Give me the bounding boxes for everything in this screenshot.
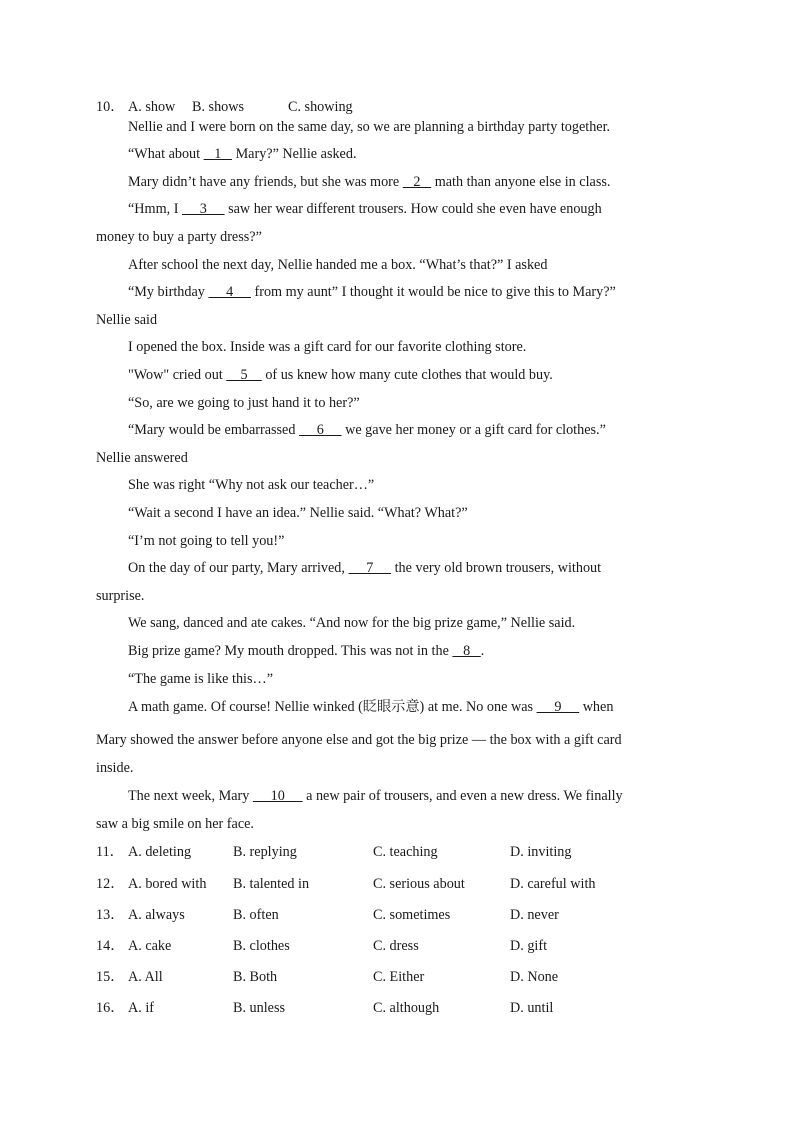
blank-5: 5: [226, 367, 262, 383]
passage-line: “What about 1 Mary?” Nellie asked.: [128, 146, 357, 162]
passage-line: “I’m not going to tell you!”: [128, 533, 285, 549]
option-c: C. showing: [288, 99, 353, 115]
question-number: 16．: [96, 1000, 125, 1016]
blank-6: 6: [298, 422, 342, 438]
question-number: 11．: [96, 844, 124, 860]
option-a: A. always: [128, 907, 185, 923]
blank-2: 2: [402, 174, 432, 190]
option-d: D. inviting: [510, 844, 572, 860]
question-number: 10．: [96, 99, 125, 115]
passage-line: Mary didn’t have any friends, but she was more 2 math than anyone else in class.: [128, 174, 611, 190]
blank-3: 3: [181, 201, 225, 217]
option-c: C. teaching: [373, 844, 438, 860]
option-a: A. if: [128, 1000, 155, 1016]
passage-line: Big prize game? My mouth dropped. This was not in the 8 .: [128, 643, 485, 659]
blank-1: 1: [203, 146, 233, 162]
question-number: 14．: [96, 938, 125, 954]
passage-line: A math game. Of course! Nellie winked (眨眼示意) at me. No one was 9 when: [128, 699, 614, 715]
option-b: B. Both: [233, 969, 278, 985]
passage-line: “Wait a second I have an idea.” Nellie said. “What? What?”: [128, 505, 468, 521]
option-b: B. shows: [192, 99, 245, 115]
passage-line: After school the next day, Nellie handed me a box. “What’s that?” I asked: [128, 257, 548, 273]
passage-line: saw a big smile on her face.: [96, 816, 254, 832]
blank-10: 10: [252, 788, 303, 804]
option-b: B. clothes: [233, 938, 290, 954]
blank-4: 4: [208, 284, 251, 300]
option-c: C. serious about: [373, 876, 465, 892]
option-a: A. cake: [128, 938, 172, 954]
blank-9: 9: [536, 699, 580, 715]
passage-line: I opened the box. Inside was a gift card for our favorite clothing store.: [128, 339, 527, 355]
passage-line: “Mary would be embarrassed 6 we gave her money or a gift card for clothes.”: [128, 422, 606, 438]
option-c: C. Either: [373, 969, 425, 985]
option-a: A. show: [128, 99, 176, 115]
passage-line: Nellie said: [96, 312, 158, 328]
passage-line: On the day of our party, Mary arrived, 7 the very old brown trousers, without: [128, 560, 602, 576]
option-d: D. never: [510, 907, 559, 923]
passage-line: “My birthday 4 from my aunt” I thought it would be nice to give this to Mary?”: [128, 284, 616, 300]
option-c: C. although: [373, 1000, 440, 1016]
passage-line: We sang, danced and ate cakes. “And now for the big prize game,” Nellie said.: [128, 615, 576, 631]
option-d: D. careful with: [510, 876, 596, 892]
passage-line: “Hmm, I 3 saw her wear different trousers. How could she even have enough: [128, 201, 602, 217]
option-b: B. talented in: [233, 876, 310, 892]
passage-line: Nellie and I were born on the same day, so we are planning a birthday party together.: [128, 119, 611, 135]
question-number: 13．: [96, 907, 125, 923]
passage-line: "Wow" cried out 5 of us knew how many cute clothes that would buy.: [128, 367, 553, 383]
passage-line: “So, are we going to just hand it to her?”: [128, 395, 360, 411]
passage-line: surprise.: [96, 588, 145, 604]
passage-line: “The game is like this…”: [128, 671, 273, 687]
option-a: A. deleting: [128, 844, 192, 860]
passage-line: She was right “Why not ask our teacher…”: [128, 477, 375, 493]
question-10: [96, 98, 124, 116]
passage-line: Nellie answered: [96, 450, 188, 466]
option-a: A. All: [128, 969, 163, 985]
option-b: B. unless: [233, 1000, 286, 1016]
passage-line: Mary showed the answer before anyone else and got the big prize — the box with a gift card: [96, 732, 622, 748]
passage-line: inside.: [96, 760, 134, 776]
question-number: 12．: [96, 876, 125, 892]
option-b: B. replying: [233, 844, 297, 860]
blank-8: 8: [452, 643, 481, 659]
option-a: A. bored with: [128, 876, 207, 892]
option-b: B. often: [233, 907, 279, 923]
option-c: C. sometimes: [373, 907, 451, 923]
option-d: D. until: [510, 1000, 554, 1016]
option-d: D. gift: [510, 938, 548, 954]
passage-line: The next week, Mary 10 a new pair of trousers, and even a new dress. We finally: [128, 788, 623, 804]
passage-line: money to buy a party dress?”: [96, 229, 262, 245]
option-c: C. dress: [373, 938, 419, 954]
question-number: 15．: [96, 969, 125, 985]
blank-7: 7: [348, 560, 392, 576]
option-d: D. None: [510, 969, 559, 985]
